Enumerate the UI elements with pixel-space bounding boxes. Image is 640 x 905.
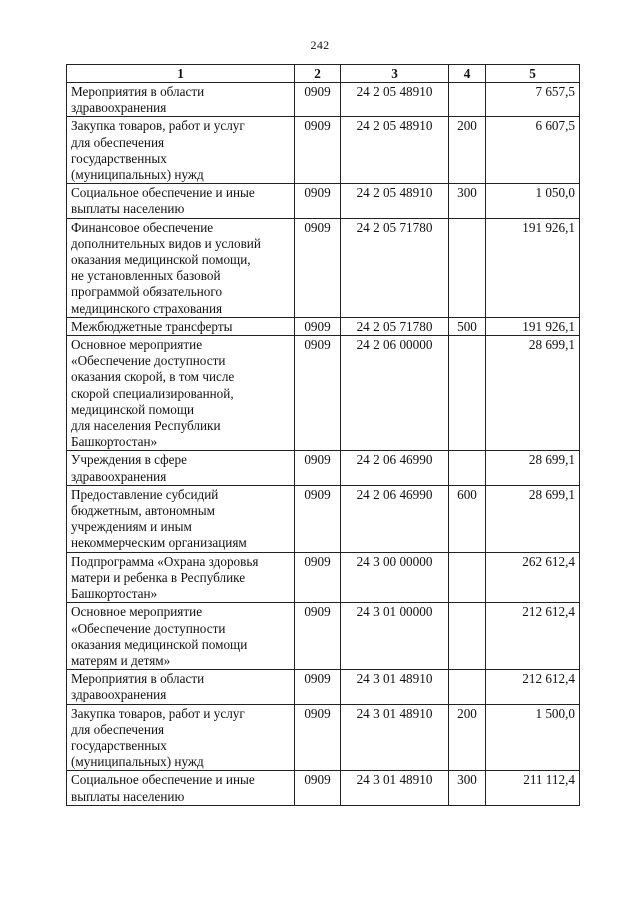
cell-amount: 211 112,4 — [486, 771, 580, 805]
cell-expense-type: 600 — [449, 485, 486, 552]
cell-name-line: выплаты населению — [71, 201, 185, 217]
cell-amount: 212 612,4 — [486, 670, 580, 704]
cell-section: 0909 — [295, 704, 341, 771]
cell-target-code: 24 3 00 00000 — [341, 552, 449, 603]
cell-name-line: Межбюджетные трансферты — [71, 318, 233, 334]
cell-target-code: 24 3 01 00000 — [341, 603, 449, 670]
cell-amount: 7 657,5 — [486, 83, 580, 117]
cell-name — [67, 552, 295, 603]
cell-name — [67, 83, 295, 117]
cell-name-line: скорой специализированной, — [71, 385, 234, 401]
cell-name-line: Финансовое обеспечение — [71, 219, 214, 235]
cell-name-line: оказания медицинской помощи — [71, 636, 248, 652]
cell-expense-type — [449, 451, 486, 485]
table-row — [67, 117, 580, 184]
column-header-amount: 5 — [486, 65, 580, 83]
cell-target-code: 24 2 05 48910 — [341, 117, 449, 184]
cell-name-line: (муниципальных) нужд — [71, 754, 204, 770]
cell-name-line: (муниципальных) нужд — [71, 167, 204, 183]
cell-amount: 1 050,0 — [486, 184, 580, 218]
table-row — [67, 603, 580, 670]
table-row — [67, 83, 580, 117]
cell-name — [67, 704, 295, 771]
cell-name-line: Башкортостан» — [71, 434, 158, 450]
cell-target-code: 24 3 01 48910 — [341, 704, 449, 771]
cell-name-line: некоммерческим организациям — [71, 535, 247, 551]
cell-name-line: здравоохранения — [71, 687, 167, 703]
column-header-name: 1 — [67, 65, 295, 83]
cell-section: 0909 — [295, 603, 341, 670]
cell-name-line: государственных — [71, 150, 167, 166]
cell-amount: 262 612,4 — [486, 552, 580, 603]
cell-name-line: для населения Республики — [71, 418, 221, 434]
cell-section: 0909 — [295, 485, 341, 552]
cell-name-line: выплаты населению — [71, 788, 185, 804]
budget-table — [66, 64, 580, 806]
cell-amount: 28 699,1 — [486, 485, 580, 552]
column-header-target-code: 3 — [341, 65, 449, 83]
cell-name — [67, 317, 295, 335]
cell-section: 0909 — [295, 552, 341, 603]
cell-name-line: дополнительных видов и условий — [71, 235, 261, 251]
cell-name — [67, 117, 295, 184]
cell-name — [67, 485, 295, 552]
cell-expense-type: 200 — [449, 117, 486, 184]
table-row — [67, 336, 580, 451]
table-header-row — [67, 65, 580, 83]
cell-name-line: не установленных базовой — [71, 268, 221, 284]
cell-name-line: бюджетным, автономным — [71, 503, 215, 519]
cell-name — [67, 336, 295, 451]
cell-amount: 6 607,5 — [486, 117, 580, 184]
cell-expense-type: 300 — [449, 771, 486, 805]
table-row — [67, 704, 580, 771]
cell-expense-type — [449, 83, 486, 117]
cell-amount: 191 926,1 — [486, 317, 580, 335]
table-row — [67, 670, 580, 704]
cell-name-line: программой обязательного — [71, 284, 223, 300]
cell-section: 0909 — [295, 317, 341, 335]
cell-name-line: Предоставление субсидий — [71, 486, 219, 502]
cell-expense-type — [449, 670, 486, 704]
table-row — [67, 771, 580, 805]
cell-expense-type — [449, 218, 486, 317]
cell-section: 0909 — [295, 184, 341, 218]
cell-name-line: государственных — [71, 737, 167, 753]
table-row — [67, 451, 580, 485]
cell-name-line: учреждениям и иным — [71, 519, 192, 535]
cell-name-line: Мероприятия в области — [71, 671, 205, 687]
cell-name-line: Закупка товаров, работ и услуг — [71, 705, 245, 721]
cell-name-line: Мероприятия в области — [71, 84, 205, 99]
cell-expense-type: 500 — [449, 317, 486, 335]
cell-name-line: матери и ребенка в Республике — [71, 569, 246, 585]
cell-name — [67, 603, 295, 670]
cell-target-code: 24 2 06 46990 — [341, 451, 449, 485]
cell-section: 0909 — [295, 218, 341, 317]
cell-section: 0909 — [295, 117, 341, 184]
cell-amount: 28 699,1 — [486, 451, 580, 485]
cell-name-line: Подпрограмма «Охрана здоровья — [71, 553, 259, 569]
cell-target-code: 24 3 01 48910 — [341, 771, 449, 805]
cell-expense-type: 200 — [449, 704, 486, 771]
table-row — [67, 184, 580, 218]
cell-name-line: для обеспечения — [71, 134, 165, 150]
cell-name-line: медицинской помощи — [71, 401, 195, 417]
cell-name-line: медицинского страхования — [71, 300, 223, 316]
cell-amount: 212 612,4 — [486, 603, 580, 670]
cell-name-line: здравоохранения — [71, 100, 167, 116]
cell-target-code: 24 2 06 46990 — [341, 485, 449, 552]
cell-name-line: оказания медицинской помощи, — [71, 252, 251, 268]
cell-section: 0909 — [295, 670, 341, 704]
cell-section: 0909 — [295, 451, 341, 485]
cell-name — [67, 771, 295, 805]
table-row — [67, 485, 580, 552]
cell-name-line: Основное мероприятие — [71, 337, 203, 353]
cell-amount: 1 500,0 — [486, 704, 580, 771]
cell-name-line: здравоохранения — [71, 468, 167, 484]
cell-name-line: Учреждения в сфере — [71, 452, 187, 468]
cell-name-line: «Обеспечение доступности — [71, 620, 226, 636]
cell-target-code: 24 2 05 48910 — [341, 184, 449, 218]
cell-target-code: 24 2 06 00000 — [341, 336, 449, 451]
table-row — [67, 218, 580, 317]
column-header-section: 2 — [295, 65, 341, 83]
cell-name — [67, 670, 295, 704]
table-row — [67, 317, 580, 335]
column-header-expense-type: 4 — [449, 65, 486, 83]
cell-name-line: Социальное обеспечение и иные — [71, 185, 255, 201]
cell-expense-type — [449, 552, 486, 603]
cell-name-line: матерям и детям» — [71, 652, 171, 668]
page-number: 242 — [310, 38, 330, 52]
cell-expense-type — [449, 603, 486, 670]
cell-name-line: «Обеспечение доступности — [71, 353, 226, 369]
table-body — [67, 83, 580, 806]
cell-target-code: 24 2 05 71780 — [341, 218, 449, 317]
cell-name — [67, 184, 295, 218]
cell-name-line: Основное мероприятие — [71, 604, 203, 620]
cell-name-line: для обеспечения — [71, 721, 165, 737]
cell-name-line: Закупка товаров, работ и услуг — [71, 118, 245, 134]
cell-amount: 28 699,1 — [486, 336, 580, 451]
cell-name-line: Социальное обеспечение и иные — [71, 772, 255, 788]
cell-target-code: 24 3 01 48910 — [341, 670, 449, 704]
cell-section: 0909 — [295, 336, 341, 451]
cell-expense-type: 300 — [449, 184, 486, 218]
cell-name-line: Башкортостан» — [71, 586, 158, 602]
cell-section: 0909 — [295, 83, 341, 117]
cell-expense-type — [449, 336, 486, 451]
cell-amount: 191 926,1 — [486, 218, 580, 317]
cell-target-code: 24 2 05 48910 — [341, 83, 449, 117]
cell-name-line: оказания скорой, в том числе — [71, 369, 235, 385]
table-row — [67, 552, 580, 603]
cell-target-code: 24 2 05 71780 — [341, 317, 449, 335]
cell-name — [67, 218, 295, 317]
cell-name — [67, 451, 295, 485]
cell-section: 0909 — [295, 771, 341, 805]
